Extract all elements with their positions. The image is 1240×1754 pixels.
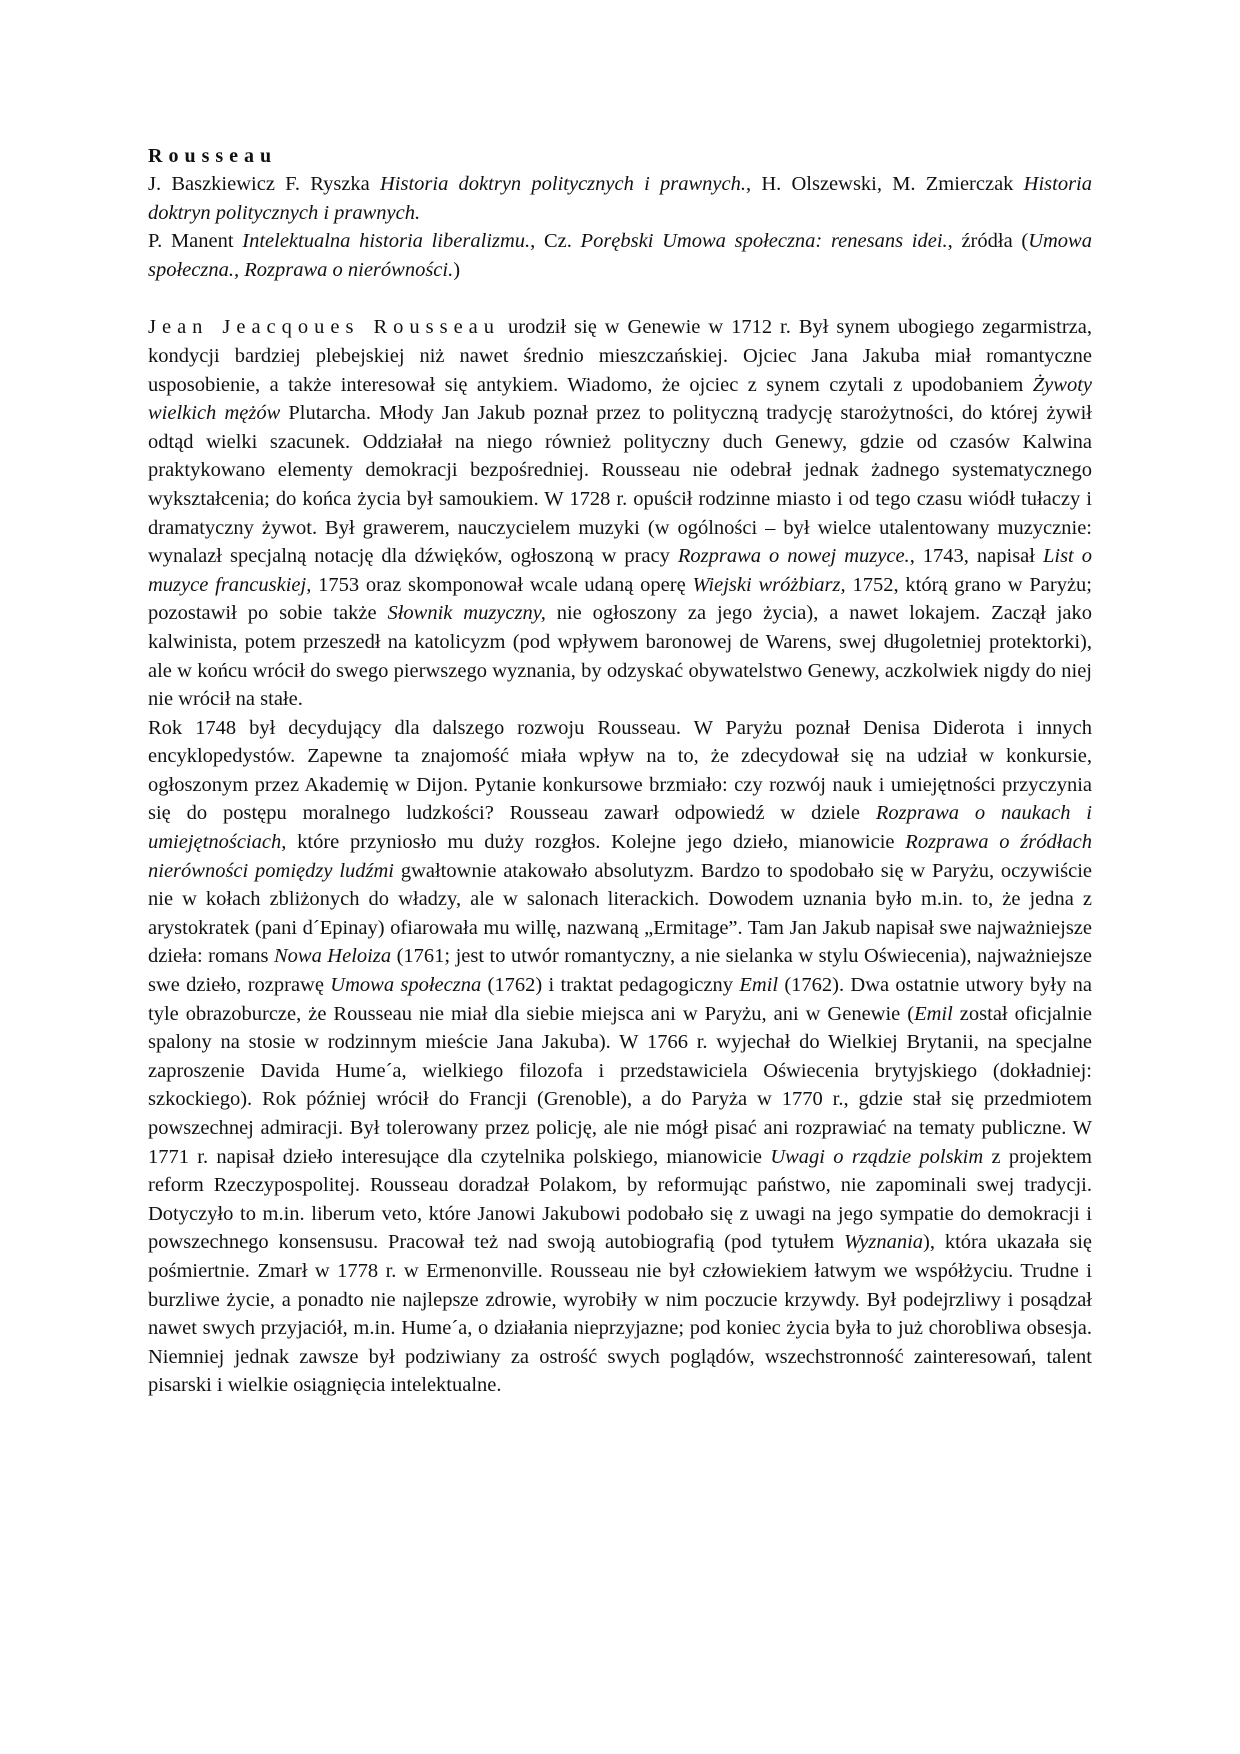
para2-italic-6: Emil [914, 1002, 953, 1025]
para2-text-7: został oficjalnie spalony na stosie w rodzinnym mieście Jana Jakuba). W 1766 r. wyjechał do Wielkiej Brytanii, na specjalne zaproszenie Davida Hume´a, wielkiego filozofa i przedstawiciela Oświecenia brytyjskiego (dokładniej: szkockiego). Rok później wrócił do Francji (Grenoble), a do Paryża w 1770 r., gdzie stał się przedmiotem powszechnej admiracji. Był tolerowany przez policję, ale nie mógł pisać ani rozprawiać na tematy publiczne. W 1771 r. napisał dzieło interesujące dla czytelnika polskiego, mianowicie [148, 1002, 1092, 1168]
para2-text-8: z projektem reform Rzeczypospolitej. Rousseau doradzał Polakom, by reformując państwo, nie zapominali swej tradycji. Dotyczyło to m.in. liberum veto, które Janowi Jakubowi podobało się z uwagi na jego sympatie do demokracji i powszechnego konsensusu. Pracował też nad swoją autobiografią (pod tytułem [148, 1145, 1092, 1254]
paragraph-2 [148, 714, 1092, 1400]
document-title: Rousseau [148, 145, 278, 167]
ref2-title-2: Porębski Umowa społeczna: renesans idei. [580, 230, 948, 253]
document-page [148, 142, 1092, 1400]
body-text [148, 313, 1092, 1400]
para1-italic-5: Słownik muzyczny, [387, 602, 546, 625]
para1-text-1: urodził się w Genewie w 1712 r. Był synem ubogiego zegarmistrza, kondycji bardziej plebejskiej niż nawet średnio mieszczańskiej. Ojciec Jana Jakuba miał romantyczne usposobienie, a także interesował się antykiem. Wiadomo, że ojciec z synem czytali z upodobaniem [148, 316, 1092, 396]
para2-italic-5: Emil [739, 974, 779, 997]
para2-italic-1: Rozprawa o naukach i umiejętnościach, [148, 802, 1093, 854]
para1-italic-1: Żywoty wielkich mężów [148, 373, 1092, 425]
para1-text-6: nie ogłoszony za jego życia), a nawet lokajem. Zaczął jako kalwinista, potem przeszedł na katolicyzm (pod wpływem baronowej de Warens, swej długoletniej protektorki), ale w końcu wrócił do swego pierwszego wyznania, by odzyskać obywatelstwo Genewy, aczkolwiek nigdy do niej nie wrócił na stałe. [148, 602, 1092, 711]
para1-italic-3: List o muzyce francuskiej, [148, 545, 1092, 596]
para2-text-2: które przyniosło mu duży rozgłos. Kolejne jego dzieło, mianowicie [286, 831, 906, 854]
para2-italic-3: Nowa Heloiza [273, 945, 392, 968]
references [148, 170, 1092, 284]
para2-text-9: ), która ukazała się pośmiertnie. Zmarł w 1778 r. w Ermenonville. Rousseau nie był człowiekiem łatwym we współżyciu. Trudne i burzliwe życie, a ponadto nie najlepsze zdrowie, wyrobiły w nim poczucie krzywdy. Był podejrzliwy i posądzał nawet swych przyjaciół, m.in. Hume´a, o działania nieprzyjazne; pod koniec życia była to już chorobliwa obsesja. Niemniej jednak zawsze był podziwiany za ostrość swych poglądów, wszechstronność zainteresowań, talent pisarski i wielkie osiągnięcia intelektualne. [148, 1231, 1092, 1397]
para2-text-6: (1762). Dwa ostatnie utwory były na tyle obrazoburcze, że Rousseau nie miał dla siebie miejsca ani w Paryżu, ani w Genewie ( [148, 974, 1092, 1025]
para1-italic-4: Wiejski wróżbiarz, [692, 573, 846, 596]
para2-text-5: (1762) i traktat pedagogiczny [481, 974, 740, 997]
ref1-authors-1: J. Baszkiewicz F. Ryszka [148, 173, 380, 195]
para1-text-5: 1752, którą grano w Paryżu; pozostawił po sobie także [148, 573, 1092, 625]
reference-line-1 [148, 170, 1092, 227]
section-spacer [148, 284, 1092, 313]
ref2-title-1: Intelektualna historia liberalizmu. [242, 230, 531, 253]
para2-italic-4: Umowa społeczna [330, 974, 482, 997]
ref2-author-1: P. Manent [148, 230, 243, 253]
para1-text-2: Plutarcha. Młody Jan Jakub poznał przez to polityczną tradycję starożytności, do której żywił odtąd wielki szacunek. Oddziałał na niego również polityczny duch Genewy, gdzie od czasów Kalwina praktykowano elementy demokracji bezpośredniej. Rousseau nie odebrał jednak żadnego systematycznego wykształcenia; do końca życia był samoukiem. W 1728 r. opuścił rodzinne miasto i od tego czasu wiódł tułaczy i dramatyczny żywot. Był grawerem, nauczycielem muzyki (w ogólności – był wielce utalentowany muzycznie: wynalazł specjalną notację dla dźwięków, ogłoszoną w pracy [148, 402, 1092, 568]
ref2-sources-titles: Umowa społeczna., Rozprawa o nierówności. [148, 230, 1092, 281]
paragraph-1 [148, 313, 1092, 713]
para1-text-3: , 1743, napisał [909, 545, 1043, 568]
para2-italic-7: Uwagi o rządzie polskim [770, 1145, 984, 1168]
para1-text-4: 1753 oraz skomponował wcale udaną operę [311, 573, 693, 596]
para2-italic-2: Rozprawa o źródłach nierówności pomiędzy ludźmi [148, 831, 1092, 882]
reference-line-2 [148, 227, 1092, 284]
author-name: Jean Jeacqoues Rousseau [148, 316, 501, 339]
para1-italic-2: Rozprawa o nowej muzyce. [677, 545, 910, 568]
para2-italic-8: Wyznania [844, 1231, 924, 1254]
ref1-title-1: Historia doktryn politycznych i prawnych. [379, 173, 746, 195]
ref2-close: ) [453, 258, 461, 281]
ref2-author-2: , Cz. [530, 230, 581, 253]
para2-text-3: gwałtownie atakowało absolutyzm. Bardzo to spodobało się w Paryżu, oczywiście nie w kołach zbliżonych do władzy, ale w salonach literackich. Dowodem uznania było m.in. to, że jedna z arystokratek (pani d´Epinay) ofiarowała mu willę, nazwaną „Ermitage”. Tam Jan Jakub napisał swe najważniejsze dzieła: romans [148, 859, 1092, 968]
ref1-authors-2: , H. Olszewski, M. Zmierczak [745, 173, 1024, 195]
ref1-title-2: Historia doktryn politycznych i prawnych. [148, 173, 1092, 224]
para2-text-4: (1761; jest to utwór romantyczny, a nie sielanka w stylu Oświecenia), najważniejsze swe dzieło, rozprawę [148, 945, 1093, 997]
ref2-sources: , źródła ( [947, 230, 1029, 253]
para2-text-1: Rok 1748 był decydujący dla dalszego rozwoju Rousseau. W Paryżu poznał Denisa Diderota i innych encyklopedystów. Zapewne ta znajomość miała wpływ na to, że zdecydował się na udział w konkursie, ogłoszonym przez Akademię w Dijon. Pytanie konkursowe brzmiało: czy rozwój nauk i umiejętności przyczynia się do postępu moralnego ludzkości? Rousseau zawarł odpowiedź w dziele [148, 716, 1092, 825]
